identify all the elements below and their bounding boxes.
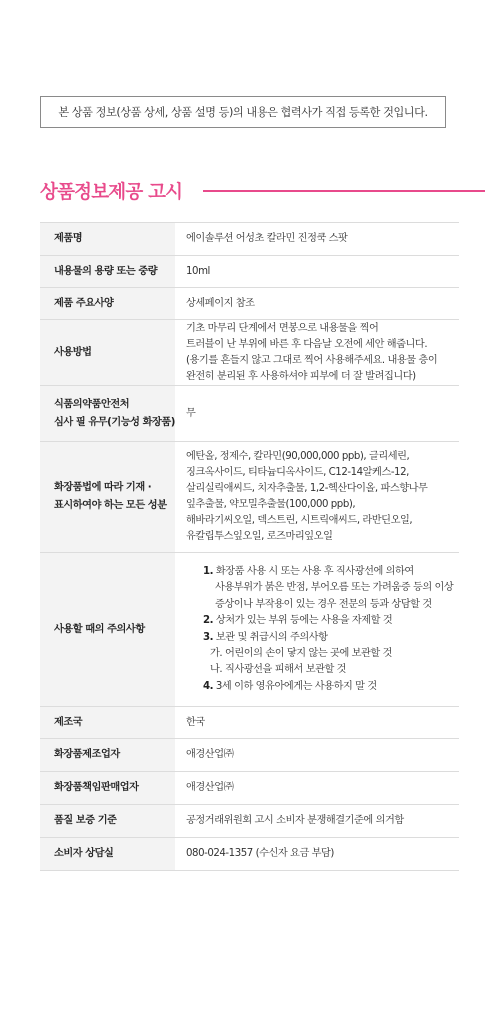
usage-line: 트러블이 난 부위에 바른 후 다음날 오전에 세안 해줍니다. xyxy=(186,338,428,350)
row-label: 화장품제조업자 xyxy=(40,739,175,772)
ingredient-line: 에탄올, 정제수, 칼라민(90,000,000 ppb), 글리세린, xyxy=(186,451,410,462)
ingredient-line: 잎추출물, 약모밀추출물(100,000 ppb), xyxy=(186,499,356,510)
row-label: 제품명 xyxy=(40,223,175,256)
table-row xyxy=(40,707,459,739)
row-label: 식품의약품안전처 심사 필 유무(기능성 화장품) xyxy=(40,386,175,442)
caution-item-line: 사용부위가 붉은 반점, 부어오름 또는 가려움증 등의 이상 xyxy=(215,582,454,594)
table-row xyxy=(40,739,459,772)
caution-subitem: 나. 직사광선을 피해서 보관할 것 xyxy=(210,664,347,676)
section-divider xyxy=(203,190,485,192)
usage-line: (용기를 흔들지 않고 그대로 찍어 사용해주세요. 내용물 층이 xyxy=(186,354,438,366)
caution-item: 4. 3세 이하 영유아에게는 사용하지 말 것 xyxy=(203,680,377,692)
row-label: 제조국 xyxy=(40,707,175,739)
row-label: 사용방법 xyxy=(40,320,175,386)
row-value xyxy=(175,553,459,707)
table-row xyxy=(40,805,459,838)
usage-line: 완전히 분리된 후 사용하셔야 피부에 더 잘 발려집니다) xyxy=(186,370,416,382)
row-label: 화장품법에 따라 기재 · 표시하여야 하는 모든 성분 xyxy=(40,442,175,553)
table-row xyxy=(40,288,459,320)
row-value: 애경산업㈜ xyxy=(175,739,459,772)
table-row xyxy=(40,838,459,871)
row-value: 에이솔루션 어성초 칼라민 진정쿡 스팟 xyxy=(175,223,459,256)
section-header xyxy=(40,176,446,206)
row-label: 품질 보증 기준 xyxy=(40,805,175,838)
ingredient-line: 징크옥사이드, 티타늄디옥사이드, C12-14알케스-12, xyxy=(186,467,409,478)
row-label: 소비자 상담실 xyxy=(40,838,175,871)
table-row xyxy=(40,320,459,386)
table-row xyxy=(40,256,459,288)
ingredient-line: 유칼립투스잎오일, 로즈마리잎오일 xyxy=(186,531,333,542)
caution-subitem: 가. 어린이의 손이 닿지 않는 곳에 보관할 것 xyxy=(210,647,392,659)
row-label: 사용할 때의 주의사항 xyxy=(40,553,175,707)
ingredient-line: 살리실릭애씨드, 치자추출물, 1,2-헥산다이올, 파스향나무 xyxy=(186,483,428,494)
row-value: 공정거래위원회 고시 소비자 분쟁해결기준에 의거함 xyxy=(175,805,459,838)
section-title: 상품정보제공 고시 xyxy=(40,182,183,203)
usage-line: 기초 마무리 단계에서 면봉으로 내용물을 찍어 xyxy=(186,322,379,334)
row-value: 080-024-1357 (수신자 요금 부담) xyxy=(175,838,459,871)
table-row xyxy=(40,442,459,553)
partner-notice-box xyxy=(40,96,446,128)
table-row xyxy=(40,386,459,442)
caution-item: 2. 상처가 있는 부위 등에는 사용을 자제할 것 xyxy=(203,615,393,627)
row-value: 한국 xyxy=(175,707,459,739)
row-value: 상세페이지 참조 xyxy=(175,288,459,320)
partner-notice-text: 본 상품 정보(상품 상세, 상품 설명 등)의 내용은 협력사가 직접 등록한 것입니다. xyxy=(58,106,428,119)
row-value: 10ml xyxy=(175,256,459,288)
row-label: 제품 주요사양 xyxy=(40,288,175,320)
caution-item: 3. 보관 및 취급시의 주의사항 xyxy=(203,631,328,643)
row-value: 무 xyxy=(175,386,459,442)
row-value: 애경산업㈜ xyxy=(175,772,459,805)
table-row xyxy=(40,553,459,707)
caution-item-line: 증상이나 부작용이 있는 경우 전문의 등과 상담할 것 xyxy=(215,598,432,610)
row-label: 화장품책임판매업자 xyxy=(40,772,175,805)
ingredient-line: 해바라기씨오일, 덱스트린, 시트릭애씨드, 라반딘오일, xyxy=(186,515,413,526)
row-label: 내용물의 용량 또는 중량 xyxy=(40,256,175,288)
product-info-table xyxy=(40,222,459,871)
caution-item: 1. 화장품 사용 시 또는 사용 후 직사광선에 의하여 xyxy=(203,565,414,577)
table-row xyxy=(40,223,459,256)
row-value xyxy=(175,442,459,553)
row-value xyxy=(175,320,459,386)
table-row xyxy=(40,772,459,805)
